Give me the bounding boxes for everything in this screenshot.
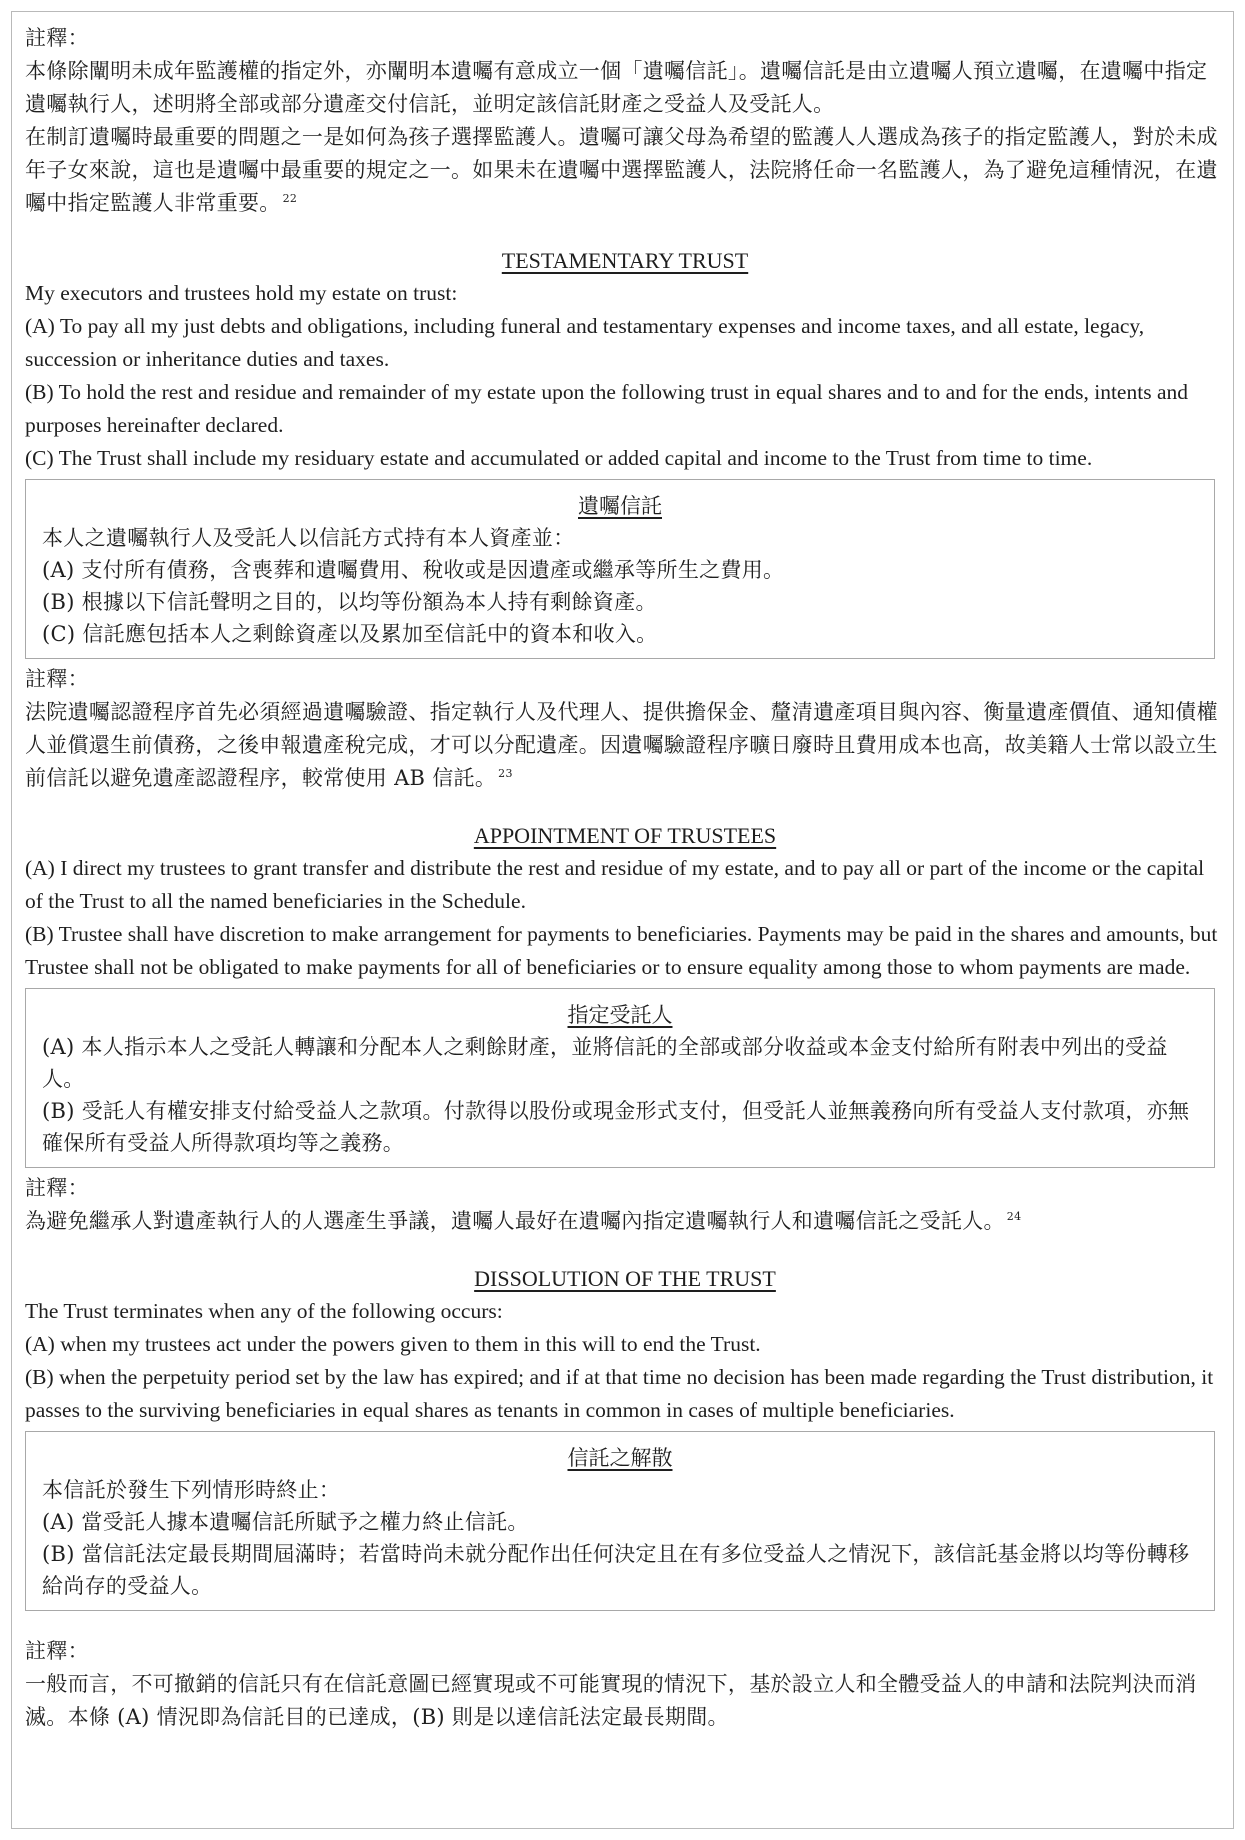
footnote-marker: 23 bbox=[498, 767, 513, 780]
clause-b: (B) To hold the rest and residue and remainder of my estate upon the following trust in equal shares and to and for the ends, intents and purposes hereinafter declared. bbox=[25, 380, 1188, 437]
note-section-4 bbox=[25, 1635, 1225, 1734]
clause-b: (B) Trustee shall have discretion to make arrangement for payments to beneficiaries. Payments may be paid in the shares and amounts, but Trustee shall not be obligated to make payments for all of beneficiaries or to ensure equality among those to whom payments are made. bbox=[25, 922, 1218, 979]
translation-box bbox=[25, 1431, 1215, 1611]
heading-text: APPOINTMENT OF TRUSTEES bbox=[473, 823, 777, 848]
clause-a: (A) To pay all my just debts and obligations, including funeral and testamentary expenses and income taxes, and all estate, legacy, succession or inheritance duties and taxes. bbox=[25, 314, 1145, 371]
box-clause-b: (B) 當信託法定最長期間屆滿時；若當時尚未就分配作出任何決定且在有多位受益人之情況下，該信託基金將以均等份轉移給尚存的受益人。 bbox=[42, 1542, 1190, 1598]
footnote-marker: 22 bbox=[282, 192, 298, 205]
box-clause-a: (A) 支付所有債務，含喪葬和遺囑費用、稅收或是因遺產或繼承等所生之費用。 bbox=[42, 558, 785, 582]
note-label: 註釋： bbox=[25, 667, 89, 691]
clause-a: (A) I direct my trustees to grant transfer and distribute the rest and residue of my estate, and to pay all or part of the income or the capital of the Trust to all the named beneficiaries in the Schedule. bbox=[25, 856, 1205, 913]
note-paragraph bbox=[25, 1205, 1225, 1238]
box-intro: 本人之遺囑執行人及受託人以信託方式持有本人資產並： bbox=[42, 526, 575, 550]
box-title-text: 信託之解散 bbox=[567, 1446, 673, 1470]
translation-box bbox=[25, 479, 1215, 659]
note-text: 為避免繼承人對遺產執行人的人選產生爭議，遺囑人最好在遺囑內指定遺囑執行人和遺囑信託之受託人。 bbox=[25, 1209, 1005, 1233]
note-paragraph: 一般而言，不可撤銷的信託只有在信託意圖已經實現或不可能實現的情況下，基於設立人和全體受益人的申請和法院判決而消滅。本條 (A) 情況即為信託目的已達成，(B) 則是以達信託法定最長期間。 bbox=[25, 1672, 1197, 1729]
box-clause-a: (A) 本人指示本人之受託人轉讓和分配本人之剩餘財產，並將信託的全部或部分收益或本金支付給所有附表中列出的受益人。 bbox=[42, 1035, 1168, 1091]
note-section-3 bbox=[25, 1172, 1225, 1238]
note-label: 註釋： bbox=[25, 1176, 89, 1200]
section-heading bbox=[25, 1262, 1225, 1295]
clause-intro: My executors and trustees hold my estate on trust: bbox=[25, 281, 458, 305]
box-clause-b: (B) 受託人有權安排支付給受益人之款項。付款得以股份或現金形式支付，但受託人並無義務向所有受益人支付款項，亦無確保所有受益人所得款項均等之義務。 bbox=[42, 1099, 1190, 1155]
note-section-1 bbox=[25, 22, 1225, 220]
box-title bbox=[42, 1442, 1198, 1474]
note-section-2 bbox=[25, 663, 1225, 795]
clause-b: (B) when the perpetuity period set by the law has expired; and if at that time no decision has been made regarding the Trust distribution, it passes to the surviving beneficiaries in equal shares as tenants in common in cases of multiple beneficiaries. bbox=[25, 1365, 1214, 1422]
box-title-text: 指定受託人 bbox=[567, 1003, 673, 1027]
box-intro: 本信託於發生下列情形時終止： bbox=[42, 1478, 341, 1502]
section-heading bbox=[25, 819, 1225, 852]
dissolution-section bbox=[25, 1262, 1225, 1611]
note-paragraph bbox=[25, 121, 1225, 220]
clause-a: (A) when my trustees act under the powers given to them in this will to end the Trust. bbox=[25, 1332, 761, 1356]
note-label: 註釋： bbox=[25, 26, 89, 50]
note-text: 法院遺囑認證程序首先必須經過遺囑驗證、指定執行人及代理人、提供擔保金、釐清遺產項目與內容、衡量遺產價值、通知債權人並償還生前債務，之後申報遺產稅完成，才可以分配遺產。因遺囑驗證程序曠日廢時且費用成本也高，故美籍人士常以設立生前信託以避免遺產認證程序，較常使用 AB 信託。 bbox=[25, 700, 1218, 790]
footnote-marker: 24 bbox=[1006, 1210, 1022, 1223]
note-label: 註釋： bbox=[25, 1639, 89, 1663]
box-title bbox=[42, 999, 1198, 1031]
heading-text: DISSOLUTION OF THE TRUST bbox=[474, 1266, 776, 1291]
box-clause-b: (B) 根據以下信託聲明之目的，以均等份額為本人持有剩餘資產。 bbox=[42, 590, 657, 614]
translation-box bbox=[25, 988, 1215, 1168]
testamentary-trust-section bbox=[25, 244, 1225, 659]
box-clause-a: (A) 當受託人據本遺囑信託所賦予之權力終止信託。 bbox=[42, 1510, 529, 1534]
clause-c: (C) The Trust shall include my residuary estate and accumulated or added capital and income to the Trust from time to time. bbox=[25, 446, 1093, 470]
heading-text: TESTAMENTARY TRUST bbox=[501, 248, 749, 273]
document-content bbox=[25, 22, 1225, 1734]
note-paragraph: 本條除闡明未成年監護權的指定外，亦闡明本遺囑有意成立一個「遺囑信託」。遺囑信託是由立遺囑人預立遺囑，在遺囑中指定遺囑執行人，述明將全部或部分遺產交付信託，並明定該信託財產之受益人及受託人。 bbox=[25, 59, 1208, 116]
box-title bbox=[42, 490, 1198, 522]
section-heading bbox=[25, 244, 1225, 277]
box-clause-c: (C) 信託應包括本人之剩餘資產以及累加至信託中的資本和收入。 bbox=[42, 622, 658, 646]
note-paragraph bbox=[25, 696, 1225, 795]
appointment-section bbox=[25, 819, 1225, 1168]
note-text: 在制訂遺囑時最重要的問題之一是如何為孩子選擇監護人。遺囑可讓父母為希望的監護人人選成為孩子的指定監護人，對於未成年子女來說，這也是遺囑中最重要的規定之一。如果未在遺囑中選擇監護人，法院將任命一名監護人，為了避免這種情況，在遺囑中指定監護人非常重要。 bbox=[25, 125, 1218, 215]
box-title-text: 遺囑信託 bbox=[578, 494, 662, 518]
clause-intro: The Trust terminates when any of the following occurs: bbox=[25, 1299, 503, 1323]
